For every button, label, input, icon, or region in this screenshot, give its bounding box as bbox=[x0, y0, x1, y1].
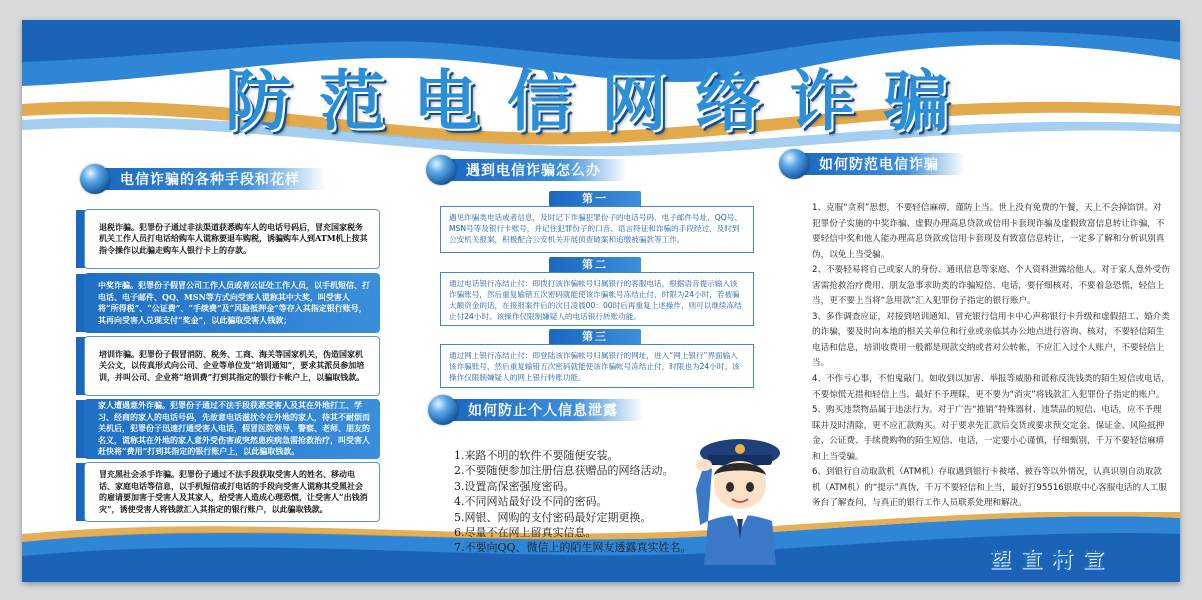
item-text: 家人遭遇意外诈骗。犯罪份子通过不法手段获悉受害人及其在外地打工、学习、经商的家人的电话号码，先故意电话滋扰令在外地的家人，待其不耐烦而关机后，犯罪份子迅速打通受害人电话，假冒医院领导、警察、老师、朋友的名义，谎称其在外地的家人意外受伤害或突然患疾病急需抢救治疗，叫受害人赶快将“费用”打到其指定的银行账户上，以此骗取钱款。 bbox=[84, 399, 380, 459]
prevention-tips bbox=[812, 201, 1170, 512]
tip-item: 1.来路不明的软件不要随便安装。 bbox=[454, 449, 619, 462]
step-title: 第二 bbox=[549, 257, 641, 273]
prevention-paragraph: 6、到银行自动取款机（ATM机）存取遇到银行卡被堵、被吞等以外情况，认真识别自动取款机（ATM机）的“提示”真伪，千万不要轻信和上当，最好打95516银联中心客服电话的人工服务台了解查问，与真正的银行工作人员联系处理和解决。 bbox=[812, 467, 1167, 509]
step-title: 第三 bbox=[549, 329, 641, 345]
middle-section-heading bbox=[426, 153, 627, 187]
prevention-paragraph: 4、不作亏心事，不怕鬼敲门。如收到以加害、举报等威胁和谎称反洗钱类的陌生短信或电话，不要惊慌无措和轻信上当，最好不予理睬，更不要为“消灾”将钱款汇入犯罪份子指定的账户。 bbox=[812, 374, 1170, 400]
page-title: 防范电信网络诈骗 bbox=[225, 62, 977, 140]
fraud-type-item bbox=[52, 336, 380, 396]
tip-item: 2.不要随便参加注册信息获赠品的网络活动。 bbox=[454, 464, 674, 478]
prevention-paragraph: 3、多作调查应证，对接到培训通知、冒充银行信用卡中心声称银行卡升级和虚假招工、婚介类的诈骗，要及时向本地的相关关单位和行业或亲临其办公地点进行咨询、核对，不要轻信陌生电话和信息，培训收费用一般都是现款交纳或者对公转帐，不应汇入过个人账户，不要轻信上当。 bbox=[812, 311, 1170, 369]
item-number: 2 bbox=[52, 286, 72, 319]
left-section-heading bbox=[80, 162, 326, 196]
globe-icon bbox=[80, 164, 110, 194]
tip-item: 3.设置高保密强度密码。 bbox=[454, 479, 575, 493]
item-text: 退税诈骗。犯罪份子通过非法渠道获悉购车人的电话号码后，冒充国家税务机关工作人员打电话给购车人谎称要退车购税，诱骗购车人到ATM机上按其指令操作以此骗走购车人银行卡上的存款。 bbox=[84, 209, 380, 269]
right-section-heading-label: 如何防范电信诈骗 bbox=[797, 153, 965, 175]
prevention-paragraph: 5、购买违禁物品属于违法行为。对于广告“推销”特殊器材、违禁品的短信、电话，应不予理睬并及时清除，更不应汇款购买。对于要求先汇款后交货或要求预交定金、保证金、风险抵押金、公证费、手续费购物的陌生短信、电话，一定要小心谨慎，仔细甄别，千万不要轻信麻痹和上当受骗。 bbox=[812, 405, 1165, 462]
globe-icon bbox=[779, 149, 809, 179]
step-text: 通过网上银行冻结止付：即登陆该诈骗帐号归属银行的网址，进入“网上银行”界面输入该诈骗账号，然后重复输错五次密码就能使该诈骗帐号冻结止付，时限也为24小时。该操作仅限制嫌疑人的网上银行转账功能。 bbox=[440, 344, 754, 388]
tip-item: 6.尽量不在网上留真实信息。 bbox=[454, 526, 597, 540]
left-section-heading-label: 电信诈骗的各种手段和花样 bbox=[98, 168, 326, 190]
fraud-type-item bbox=[52, 273, 380, 333]
village-signature: 望直村宣 bbox=[990, 547, 1114, 572]
item-text: 冒充黑社会杀手诈骗。犯罪份子通过不法手段获取受害人的姓名、移动电话、家庭电话等信息，以手机短信或打电话的手段向受害人谎称其受黑社会的雇请要加害于受害人及其家人，给受害人造成心理恐慌，让受害人“出钱消灾”，诱使受害人将钱款汇入其指定的银行账户，以此骗取钱款。 bbox=[84, 462, 380, 522]
tips-section-heading bbox=[428, 393, 644, 427]
tip-item: 7.不要向QQ、微信上的陌生网友透露真实姓名。 bbox=[454, 541, 692, 555]
globe-icon bbox=[426, 155, 456, 185]
item-text: 培训诈骗。犯罪份子假冒消防、税务、工商、海关等国家机关，伪造国家机关公文，以传真形式向公司、企业等单位发“培训通知”，要求其派员参加培训，并叫公司、企业将“培训费”打到其指定的银行卡帐户上，以骗取钱款。 bbox=[84, 336, 380, 396]
step-text: 遇见诈骗类电话或者信息，及时记下诈骗犯罪份子的电话号码、电子邮件号址、QQ号、MSN号等及银行卡账号，并记住犯罪份子的口音、语言特征和诈骗的手段经过，及时到公安机关报案，积极配合公安机关开展侦查破案和追缴被骗款等工作。 bbox=[440, 206, 754, 253]
step-title: 第一 bbox=[549, 191, 641, 207]
item-number: 3 bbox=[52, 349, 72, 382]
prevention-paragraph: 2、不要轻易将自己或家人的身份、通讯信息等家庭、个人资料泄露给他人。对于家人意外受伤害需抢救治疗费用、朋友急事求助类的诈骗短信、电话，要仔细核对，不要着急恐慌，轻信上当，更不要上当将“急用款”汇入犯罪份子指定的银行账户。 bbox=[812, 265, 1170, 307]
item-number: 4 bbox=[52, 412, 72, 445]
item-number: 1 bbox=[52, 222, 72, 255]
tip-item: 5.网银、网购的支付密码最好定期更换。 bbox=[454, 510, 652, 524]
fraud-type-item bbox=[52, 209, 380, 269]
middle-section-heading-label: 遇到电信诈骗怎么办 bbox=[444, 159, 627, 181]
police-officer-illustration bbox=[682, 435, 788, 565]
prevention-paragraph: 1、克服“贪利”思想，不要轻信麻痹，谨防上当。世上没有免费的午餐，天上不会掉馅饼。对犯罪份子实施的中奖诈骗、虚假办理高息贷款或信用卡套现诈骗及虚假致富信息转让诈骗，不要轻信中奖和他人能办理高息贷款或信用卡套现及有致富信息转让，一定多了解和分析识别真伪，以免上当受骗。 bbox=[812, 203, 1165, 260]
item-number: 5 bbox=[52, 475, 72, 508]
right-section-heading bbox=[779, 147, 965, 181]
fraud-type-item bbox=[52, 399, 380, 459]
fraud-type-item bbox=[52, 462, 380, 522]
tips-section-heading-label: 如何防止个人信息泄露 bbox=[446, 399, 644, 421]
poster-board bbox=[22, 20, 1180, 582]
step-text: 通过电话银行冻结止付：即拨打该诈骗帐号归属银行的客服电话，根据语音提示输入该诈骗账号，然后重复输错五次密码就能使该诈骗帐号冻结止付，时限为24小时，若被骗大额资金的话，在接报案件后的次日凌晨00：00时后再重复上述操作，则可以继续冻结止付24小时。该操作仅限制嫌疑人的电话银行转账功能。 bbox=[440, 272, 754, 326]
tip-item: 4.不同网站最好设不同的密码。 bbox=[454, 495, 608, 509]
globe-icon bbox=[428, 395, 458, 425]
item-text: 中奖诈骗。犯罪份子假冒公司工作人员或者公证处工作人员，以手机短信、打电话、电子邮件、QQ、MSN等方式向受害人谎称其中大奖，叫受害人将“所得税”、“公证费”、“手续费”及“风险抵押金”等存入其指定银行账号，其再向受害人兑现支付“奖金”，以此骗取受害人钱款； bbox=[84, 273, 380, 333]
